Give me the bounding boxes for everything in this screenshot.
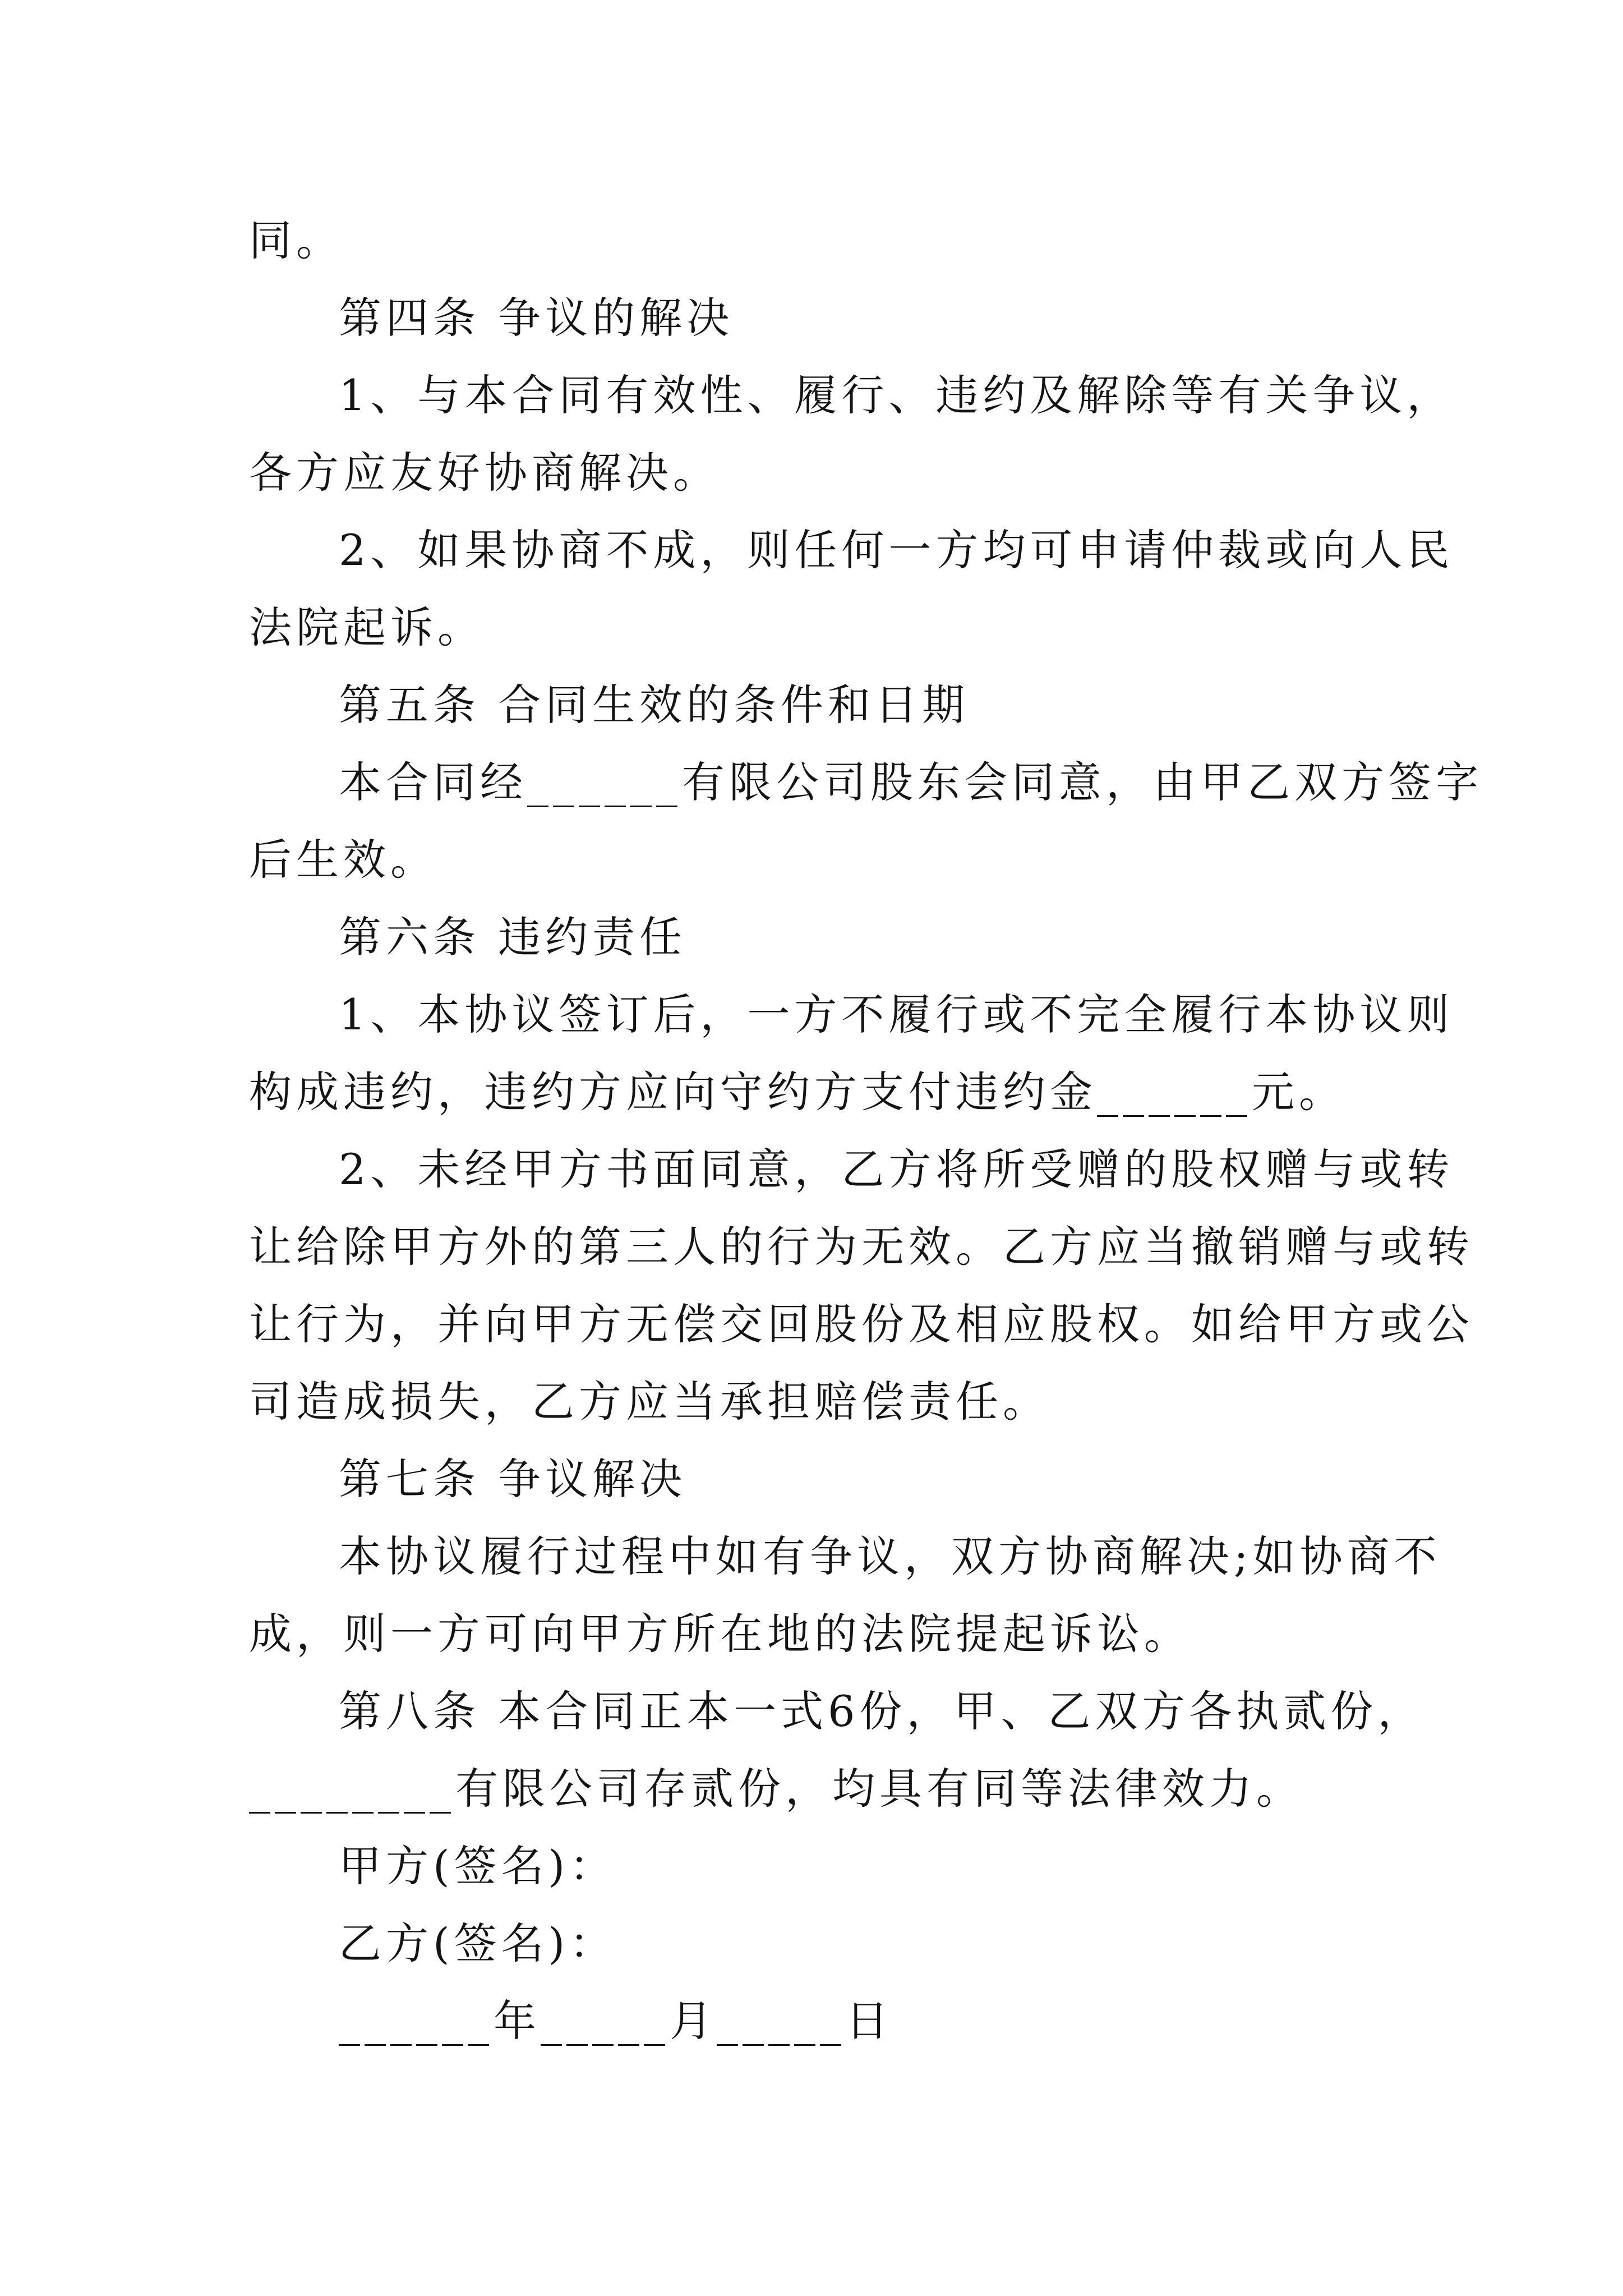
paragraph-continuation: 同。 xyxy=(249,215,343,265)
party-a-signature: 甲方(签名)： xyxy=(339,1841,617,1891)
article-6-clause-2-line-1: 2、未经甲方书面同意，乙方将所受赠的股权赠与或转 xyxy=(339,1144,1454,1194)
article-8-text-line-2: ________有限公司存贰份，均具有同等法律效力。 xyxy=(249,1764,1303,1814)
article-heading-7: 第七条 争议解决 xyxy=(339,1454,687,1504)
article-7-text-line-1: 本协议履行过程中如有争议，双方协商解决;如协商不 xyxy=(339,1531,1441,1581)
article-7-text-line-2: 成，则一方可向甲方所在地的法院提起诉讼。 xyxy=(249,1609,1191,1659)
signature-date: ______年_____月_____日 xyxy=(339,1996,893,2046)
article-6-clause-1-line-1: 1、本协议签订后，一方不履行或不完全履行本协议则 xyxy=(339,990,1454,1039)
party-b-signature: 乙方(签名)： xyxy=(339,1918,617,1968)
document-body xyxy=(249,202,1483,2060)
article-6-clause-2-line-4: 司造成损失，乙方应当承担赔偿责任。 xyxy=(249,1377,1050,1427)
article-4-clause-2-line-2: 法院起诉。 xyxy=(249,602,485,652)
article-5-text-line-1: 本合同经______有限公司股东会同意，由甲乙双方签字 xyxy=(339,757,1483,807)
article-heading-5: 第五条 合同生效的条件和日期 xyxy=(339,680,970,730)
article-heading-6: 第六条 违约责任 xyxy=(339,912,687,962)
article-5-text-line-2: 后生效。 xyxy=(249,835,437,885)
article-6-clause-2-line-3: 让行为，并向甲方无偿交回股份及相应股权。如给甲方或公 xyxy=(249,1299,1474,1349)
article-4-clause-1-line-1: 1、与本合同有效性、履行、违约及解除等有关争议， xyxy=(339,370,1454,420)
article-heading-4: 第四条 争议的解决 xyxy=(339,293,734,343)
article-8-text-line-1: 第八条 本合同正本一式6份，甲、乙双方各执贰份， xyxy=(339,1686,1425,1736)
article-4-clause-1-line-2: 各方应友好协商解决。 xyxy=(249,448,720,498)
article-6-clause-2-line-2: 让给除甲方外的第三人的行为无效。乙方应当撤销赠与或转 xyxy=(249,1222,1474,1272)
article-4-clause-2-line-1: 2、如果协商不成，则任何一方均可申请仲裁或向人民 xyxy=(339,525,1454,575)
article-6-clause-1-line-2: 构成违约，违约方应向守约方支付违约金______元。 xyxy=(249,1067,1346,1117)
